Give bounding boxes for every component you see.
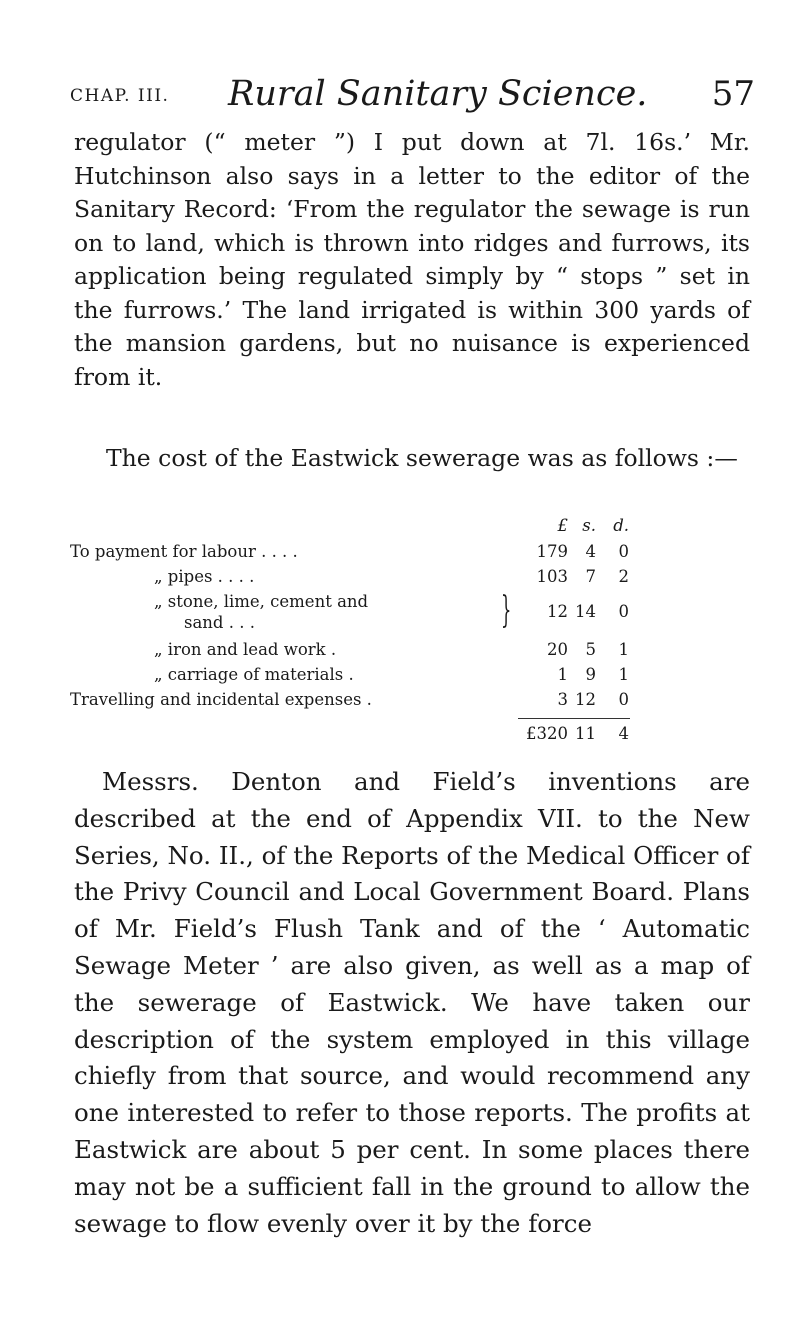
row-pence: 2 bbox=[618, 567, 629, 586]
table-row bbox=[70, 665, 750, 689]
row-pounds: 103 bbox=[536, 567, 568, 586]
table-row bbox=[70, 640, 750, 664]
row-pence: 0 bbox=[618, 690, 629, 709]
row-pounds: 20 bbox=[547, 640, 568, 659]
header-pence: d. bbox=[613, 516, 629, 535]
row-pence: 0 bbox=[618, 602, 629, 621]
row-label: „ pipes . . . . bbox=[154, 567, 255, 586]
row-shillings: 14 bbox=[575, 602, 596, 621]
row-shillings: 9 bbox=[585, 665, 596, 684]
row-pounds: 179 bbox=[536, 542, 568, 561]
row-label-line1: „ stone, lime, cement and bbox=[154, 592, 369, 611]
row-shillings: 4 bbox=[585, 542, 596, 561]
total-pounds: £320 bbox=[526, 724, 568, 743]
row-label: „ carriage of materials . bbox=[154, 665, 354, 684]
row-pence: 1 bbox=[618, 665, 629, 684]
row-label: Travelling and incidental expenses . bbox=[70, 690, 372, 709]
total-rule bbox=[518, 718, 630, 719]
total-row bbox=[70, 724, 750, 748]
table-header bbox=[70, 516, 750, 540]
total-shillings: 11 bbox=[575, 724, 596, 743]
table-row bbox=[70, 567, 750, 591]
header-shillings: s. bbox=[582, 516, 596, 535]
page-number: 57 bbox=[711, 74, 755, 114]
paragraph-2: The cost of the Eastwick sewerage was as follows :— bbox=[106, 444, 738, 472]
row-pounds: 3 bbox=[557, 690, 568, 709]
total-pence: 4 bbox=[618, 724, 629, 743]
paragraph-3: Messrs. Denton and Field’s inventions are described at the end of Appendix VII. to the New Series, No. II., of the Reports of the Medical Officer of the Privy Council and Local Government Board. Plans of Mr. Field’s Flush Tank and of the ‘ Automatic Sewage Meter ’ are also given, as well as a map of the sewerage of Eastwick. We have taken our description of the system employed in this village chiefly from that source, and would recommend any one interested to refer to those reports. The profits at Eastwick are about 5 per cent. In some places there may not be a sufficient fall in the ground to allow the sewage to flow evenly over it by the force bbox=[74, 767, 750, 1238]
table-row bbox=[70, 690, 750, 714]
row-label: To payment for labour . . . . bbox=[70, 542, 298, 561]
running-head bbox=[70, 74, 755, 124]
curly-brace-icon: } bbox=[501, 590, 512, 631]
row-pounds: 1 bbox=[557, 665, 568, 684]
chapter-label: CHAP. III. bbox=[70, 86, 170, 106]
row-pence: 1 bbox=[618, 640, 629, 659]
row-pence: 0 bbox=[618, 542, 629, 561]
paragraph-1: regulator (“ meter ”) I put down at 7l. 16s.’ Mr. Hutchinson also says in a letter to the editor of the Sanitary Record: ‘From the regulator the sewage is run on to land, which is thrown into ridges and furrows, its application being regulated simply by “ stops ” set in the furrows.’ The land irrigated is within 300 yards of the mansion gardens, but no nuisance is experienced from it. bbox=[74, 128, 750, 391]
table-row bbox=[70, 592, 750, 638]
row-pounds: 12 bbox=[547, 602, 568, 621]
row-shillings: 12 bbox=[575, 690, 596, 709]
table-row bbox=[70, 542, 750, 566]
row-label: „ iron and lead work . bbox=[154, 640, 337, 659]
book-title: Rural Sanitary Science. bbox=[228, 74, 648, 114]
row-label-line2: sand . . . bbox=[184, 613, 255, 632]
row-shillings: 5 bbox=[585, 640, 596, 659]
header-pounds: £ bbox=[557, 516, 568, 535]
cost-table bbox=[70, 516, 750, 766]
row-shillings: 7 bbox=[585, 567, 596, 586]
